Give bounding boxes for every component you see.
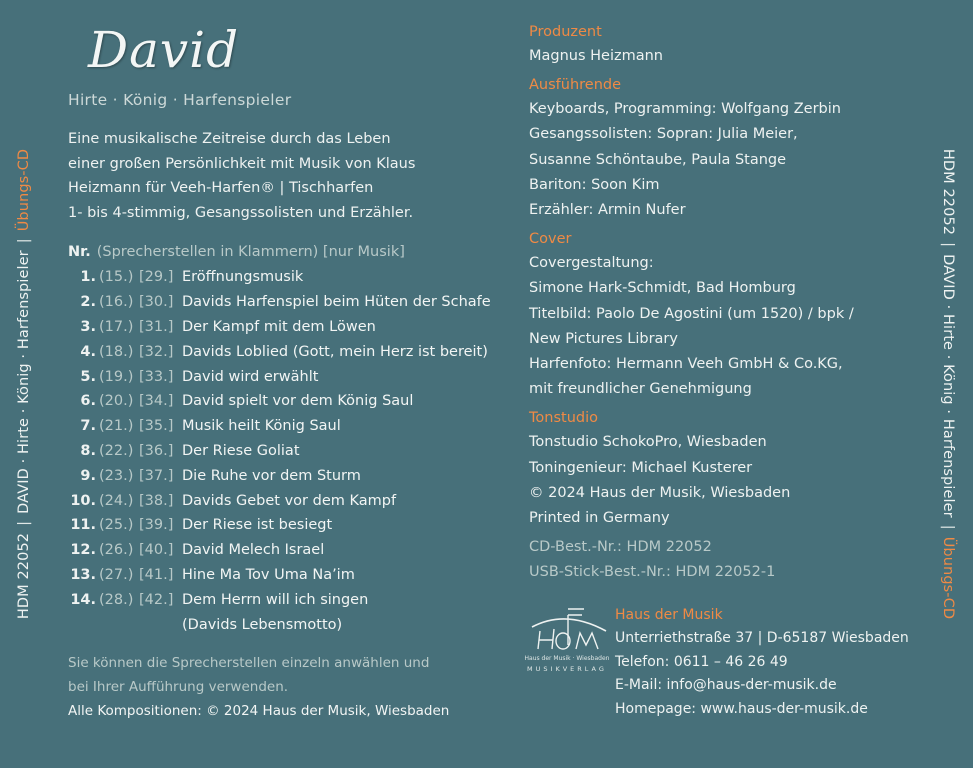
track-row bbox=[68, 265, 508, 290]
spine-separator: | bbox=[940, 524, 956, 530]
track-music-number: [37.] bbox=[139, 467, 174, 484]
track-speaker-number: (18.) bbox=[99, 343, 134, 360]
section-heading-performers: Ausführende bbox=[529, 77, 622, 94]
track-speaker-number: (17.) bbox=[99, 318, 134, 335]
tracklist-header-legend: (Sprecherstellen in Klammern) [nur Musik] bbox=[96, 244, 405, 261]
track-number: 3. bbox=[80, 318, 96, 335]
spine-code: HDM 22052 bbox=[940, 148, 956, 236]
publisher-phone: Telefon: 0611 – 46 26 49 bbox=[615, 653, 788, 670]
track-row bbox=[68, 315, 508, 340]
track-music-number: [42.] bbox=[139, 591, 174, 608]
spine-left-text bbox=[16, 149, 32, 619]
compositions-copyright: Alle Kompositionen: © 2024 Haus der Musik, Wiesbaden bbox=[68, 703, 450, 720]
cover-line: New Pictures Library bbox=[529, 330, 678, 347]
spine-right bbox=[928, 0, 968, 768]
section-heading-cover: Cover bbox=[529, 231, 572, 248]
left-panel bbox=[68, 20, 508, 723]
track-number: 1. bbox=[80, 269, 96, 286]
cover-line: Covergestaltung: bbox=[529, 255, 654, 272]
track-row bbox=[68, 290, 508, 315]
publisher-homepage: Homepage: www.haus-der-musik.de bbox=[615, 700, 868, 717]
track-number: 13. bbox=[70, 566, 96, 583]
track-speaker-number: (25.) bbox=[99, 517, 134, 534]
track-speaker-number: (19.) bbox=[99, 368, 134, 385]
track-music-number: [29.] bbox=[139, 269, 174, 286]
album-title-script: David bbox=[88, 21, 240, 79]
usb-order-number: USB-Stick-Best.-Nr.: HDM 22052-1 bbox=[529, 564, 776, 581]
publisher-address: Unterriethstraße 37 | D-65187 Wiesbaden bbox=[615, 630, 909, 646]
track-music-number: [32.] bbox=[139, 343, 174, 360]
logo-caption: Haus der Musik · Wiesbaden bbox=[524, 655, 610, 662]
track-speaker-number: (24.) bbox=[99, 492, 134, 509]
track-speaker-number: (16.) bbox=[99, 294, 134, 311]
cover-line: Harfenfoto: Hermann Veeh GmbH & Co.KG, bbox=[529, 356, 843, 373]
speaker-note bbox=[68, 651, 508, 699]
track-title: David Melech Israel bbox=[182, 542, 325, 559]
spine-right-text bbox=[940, 149, 956, 619]
track-music-number: [34.] bbox=[139, 393, 174, 410]
album-subtitle: Hirte · König · Harfenspieler bbox=[68, 91, 292, 109]
cd-order-number: CD-Best.-Nr.: HDM 22052 bbox=[529, 539, 712, 556]
track-title: Musik heilt König Saul bbox=[182, 418, 341, 435]
tracklist-header bbox=[68, 240, 508, 265]
track-music-number: [35.] bbox=[139, 418, 174, 435]
performers-line: Erzähler: Armin Nufer bbox=[529, 202, 686, 219]
track-speaker-number: (26.) bbox=[99, 542, 134, 559]
spine-title: DAVID · Hirte · König · Harfenspieler bbox=[16, 250, 32, 514]
track-row bbox=[68, 439, 508, 464]
track-number: 12. bbox=[70, 542, 96, 559]
studio-line: © 2024 Haus der Musik, Wiesbaden bbox=[529, 484, 791, 501]
track-row bbox=[68, 340, 508, 365]
track-row bbox=[68, 414, 508, 439]
logo-verlag: MUSIKVERLAG bbox=[527, 665, 607, 673]
track-number: 7. bbox=[80, 418, 96, 435]
track-music-number: [30.] bbox=[139, 294, 174, 311]
publisher-logo bbox=[524, 605, 612, 677]
track-music-number: [36.] bbox=[139, 442, 174, 459]
publisher-info bbox=[615, 605, 909, 721]
track-speaker-number: (27.) bbox=[99, 566, 134, 583]
publisher-email: E-Mail: info@haus-der-musik.de bbox=[615, 677, 837, 693]
track-title: Die Ruhe vor dem Sturm bbox=[182, 467, 361, 484]
publisher-name: Haus der Musik bbox=[615, 607, 723, 623]
track-row bbox=[68, 538, 508, 563]
section-heading-producer: Produzent bbox=[529, 24, 602, 40]
studio-line: Toningenieur: Michael Kusterer bbox=[529, 459, 753, 476]
track-speaker-number: (21.) bbox=[99, 418, 134, 435]
track-music-number: [39.] bbox=[139, 517, 174, 534]
track-speaker-number: (22.) bbox=[99, 442, 134, 459]
track-row bbox=[68, 464, 508, 489]
spine-separator: | bbox=[16, 520, 32, 526]
track-title: Der Riese Goliat bbox=[182, 442, 300, 459]
spine-separator: | bbox=[940, 242, 956, 248]
spine-edition: Übungs-CD bbox=[940, 536, 956, 620]
spine-edition: Übungs-CD bbox=[16, 148, 32, 232]
publisher-block bbox=[524, 605, 909, 721]
track-speaker-number: (20.) bbox=[99, 393, 134, 410]
studio-line: Tonstudio SchokoPro, Wiesbaden bbox=[529, 434, 767, 451]
note-line: bei Ihrer Aufführung verwenden. bbox=[68, 679, 289, 696]
track-title-continuation: (Davids Lebensmotto) bbox=[182, 616, 343, 633]
producer-line: Magnus Heizmann bbox=[529, 48, 663, 64]
cover-line: Titelbild: Paolo De Agostini (um 1520) / bpk / bbox=[529, 305, 854, 322]
studio-line: Printed in Germany bbox=[529, 510, 670, 527]
intro-line: Eine musikalische Zeitreise durch das Leben bbox=[68, 131, 391, 147]
intro-text bbox=[68, 127, 508, 225]
track-title: David wird erwählt bbox=[182, 368, 319, 385]
track-music-number: [41.] bbox=[139, 566, 174, 583]
performers-line: Gesangssolisten: Sopran: Julia Meier, bbox=[529, 126, 798, 143]
tracklist bbox=[68, 240, 508, 637]
track-row bbox=[68, 563, 508, 588]
track-number: 10. bbox=[70, 492, 96, 509]
track-speaker-number: (23.) bbox=[99, 467, 134, 484]
cover-line: Simone Hark-Schmidt, Bad Homburg bbox=[529, 280, 796, 297]
track-row bbox=[68, 489, 508, 514]
track-row bbox=[68, 365, 508, 390]
spine-separator: | bbox=[16, 238, 32, 244]
track-title: Davids Gebet vor dem Kampf bbox=[182, 492, 397, 509]
track-speaker-number: (28.) bbox=[99, 591, 134, 608]
intro-line: 1- bis 4-stimmig, Gesangssolisten und Erzähler. bbox=[68, 204, 414, 221]
track-speaker-number: (15.) bbox=[99, 269, 134, 286]
track-number: 2. bbox=[80, 294, 96, 311]
performers-line: Susanne Schöntaube, Paula Stange bbox=[529, 151, 787, 168]
track-title: Hine Ma Tov Uma Na’im bbox=[182, 566, 355, 583]
spine-left bbox=[4, 0, 44, 768]
track-music-number: [33.] bbox=[139, 368, 174, 385]
note-line: Sie können die Sprecherstellen einzeln anwählen und bbox=[68, 655, 430, 672]
intro-line: Heizmann für Veeh-Harfen® | Tischharfen bbox=[68, 180, 374, 197]
credits-panel bbox=[529, 20, 919, 585]
track-title: Davids Loblied (Gott, mein Herz ist bereit) bbox=[182, 343, 488, 360]
track-title: Der Kampf mit dem Löwen bbox=[182, 318, 376, 335]
track-music-number: [40.] bbox=[139, 542, 174, 559]
track-title: Davids Harfenspiel beim Hüten der Schafe bbox=[182, 294, 491, 311]
track-number: 14. bbox=[70, 591, 96, 608]
spine-code: HDM 22052 bbox=[16, 532, 32, 620]
track-title: Der Riese ist besiegt bbox=[182, 517, 333, 534]
track-title: Eröffnungsmusik bbox=[182, 269, 304, 286]
track-music-number: [31.] bbox=[139, 318, 174, 335]
track-number: 9. bbox=[80, 467, 96, 484]
track-number: 11. bbox=[70, 517, 96, 534]
track-number: 6. bbox=[80, 393, 96, 410]
track-music-number: [38.] bbox=[139, 492, 174, 509]
tracklist-header-nr: Nr. bbox=[68, 244, 91, 261]
hdm-logo-icon bbox=[526, 605, 610, 655]
track-row bbox=[68, 389, 508, 414]
spine-title: DAVID · Hirte · König · Harfenspieler bbox=[940, 254, 956, 518]
track-number: 5. bbox=[80, 368, 96, 385]
track-title: David spielt vor dem König Saul bbox=[182, 393, 414, 410]
track-row bbox=[68, 588, 508, 613]
cover-line: mit freundlicher Genehmigung bbox=[529, 381, 752, 398]
performers-line: Keyboards, Programming: Wolfgang Zerbin bbox=[529, 101, 841, 118]
track-number: 8. bbox=[80, 442, 96, 459]
track-row bbox=[68, 513, 508, 538]
intro-line: einer großen Persönlichkeit mit Musik von Klaus bbox=[68, 155, 416, 172]
section-heading-studio: Tonstudio bbox=[529, 410, 598, 427]
track-title: Dem Herrn will ich singen bbox=[182, 591, 369, 608]
track-number: 4. bbox=[80, 343, 96, 360]
performers-line: Bariton: Soon Kim bbox=[529, 176, 660, 193]
